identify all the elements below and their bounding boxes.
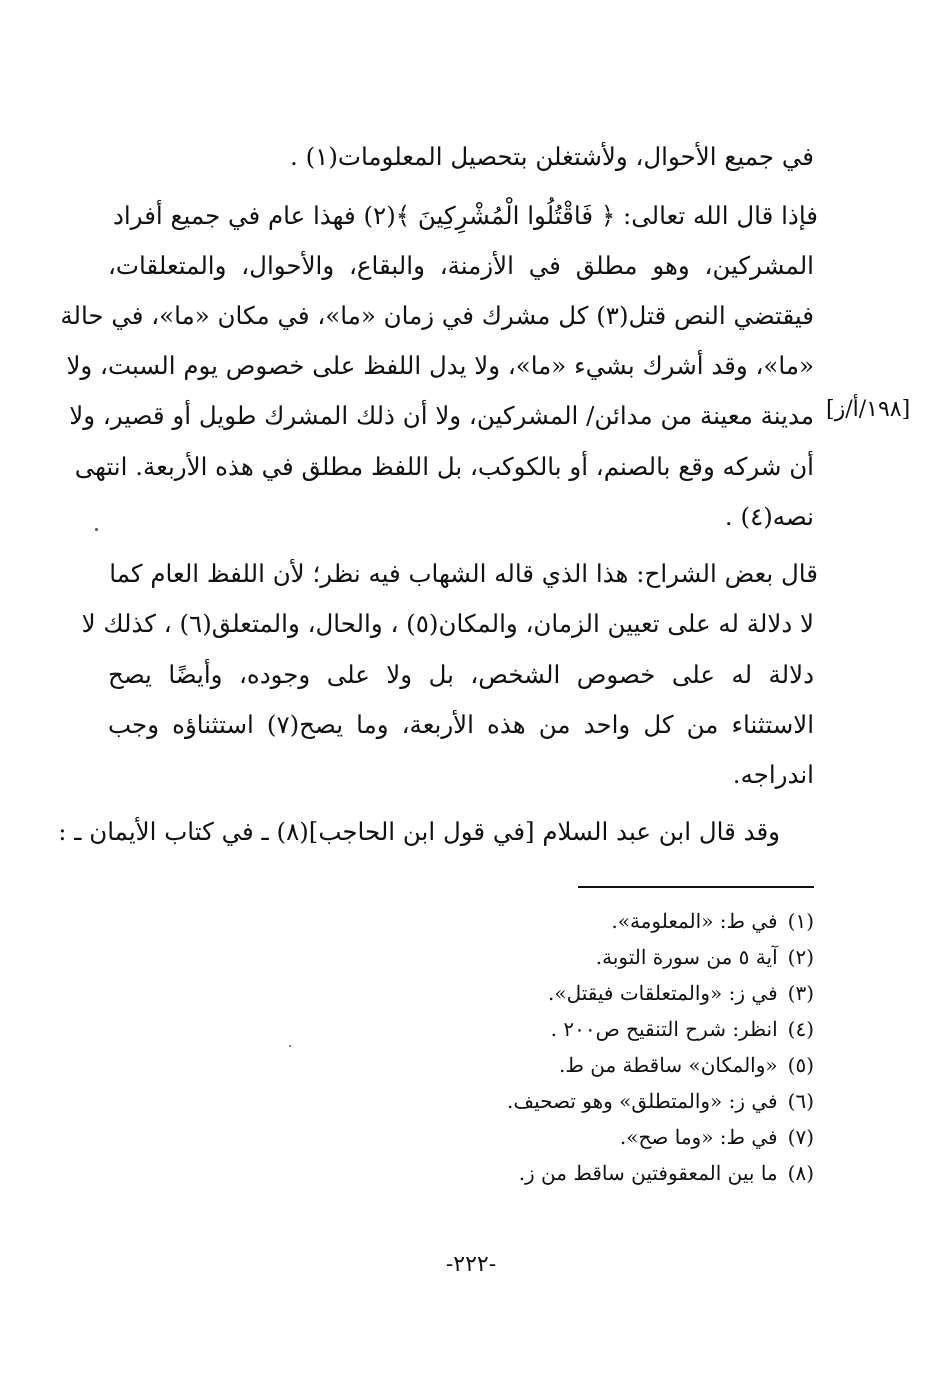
footnote-text: في ط: «وما صح». [619,1125,778,1149]
body-line: أن شركه وقع بالصنم، أو بالكوكب، بل اللفظ مطلق في هذه الأربعة. انتهى [74,452,814,481]
footnote [394,1120,814,1154]
footnote-number: (٤) [787,1017,814,1041]
body-line: فإذا قال الله تعالى: ﴿ فَاقْتُلُوا الْمُشْرِكِينَ ﴾(٢) فهذا عام في جميع أفراد [112,201,818,230]
scan-speck [289,1045,291,1047]
footnote-text: في ز: «والمتطلق» وهو تصحيف. [507,1089,778,1113]
footnote-text: في ط: «المعلومة». [611,909,778,933]
footnote-number: (٧) [787,1125,814,1149]
footnote-number: (٢) [787,945,814,969]
footnote [394,904,814,938]
footnote-text: «والمكان» ساقطة من ط. [559,1053,778,1077]
page-number: -٢٢٢- [445,1252,497,1277]
body-line: المشركين، وهو مطلق في الأزمنة، والبقاع، والأحوال، والمتعلقات، [108,251,814,280]
footnote [394,1048,814,1082]
footnote-number: (٨) [787,1161,814,1185]
body-line: فيقتضي النص قتل(٣) كل مشرك في زمان «ما»، في مكان «ما»، في حالة [60,301,814,330]
body-line: اندراجه. [732,760,814,789]
footnote-separator [578,886,814,888]
body-line: قال بعض الشراح: هذا الذي قاله الشهاب فيه نظر؛ لأن اللفظ العام كما [109,559,818,588]
footnote-text: ما بين المعقوفتين ساقط من ز. [518,1161,778,1185]
footnote-text: انظر: شرح التنقيح ص٢٠٠ . [550,1017,778,1041]
footnote-number: (٣) [787,981,814,1005]
footnote [394,940,814,974]
footnote-text: في ز: «والمتعلقات فيقتل». [547,981,778,1005]
body-line: دلالة له على خصوص الشخص، بل ولا على وجوده، وأيضًا يصح [108,660,814,689]
scan-speck [95,528,98,531]
footnote-text: آية ٥ من سورة التوبة. [595,945,778,969]
footnote-number: (٥) [787,1053,814,1077]
footnote [394,1156,814,1190]
body-line: «ما»، وقد أشرك بشيء «ما»، ولا يدل اللفظ على خصوص يوم السبت، ولا [66,351,814,380]
footnote-number: (١) [787,909,814,933]
footnote-number: (٦) [787,1089,814,1113]
footnote [394,976,814,1010]
body-line: وقد قال ابن عبد السلام [في قول ابن الحاجب](٨) ـ في كتاب الأيمان ـ : [58,817,780,846]
footnote [394,1084,814,1118]
body-line: نصه(٤) . [724,502,814,531]
body-line: مدينة معينة من مدائن/ المشركين، ولا أن ذلك المشرك طويل أو قصير، ولا [69,401,814,430]
body-line: الاستثناء من كل واحد من هذه الأربعة، وما يصح(٧) استثناؤه وجب [108,710,814,739]
body-line: في جميع الأحوال، ولأشتغلن بتحصيل المعلومات(١) . [290,142,814,171]
body-line: لا دلالة له على تعيين الزمان، والمكان(٥) ، والحال، والمتعلق(٦) ، كذلك لا [81,609,814,638]
margin-reference: [١٩٨/أ/ز] [826,397,911,422]
footnote [394,1012,814,1046]
